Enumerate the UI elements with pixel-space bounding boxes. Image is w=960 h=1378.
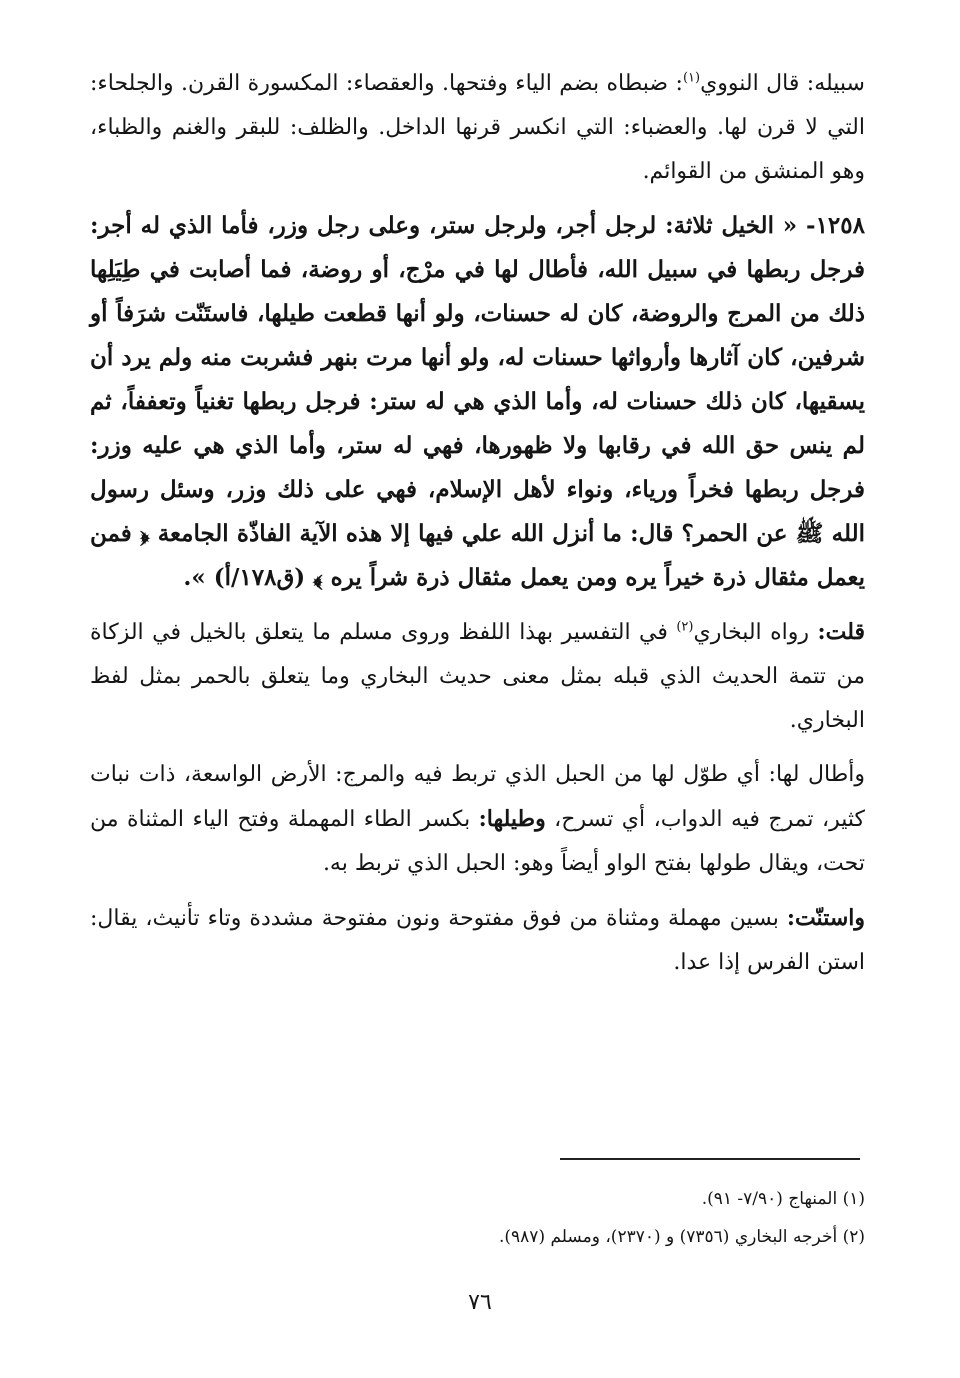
atala-text: وأطال لها: أي طوّل لها من الحبل الذي تربط فيه والمرج: الأرض الواسعة، ذات نبات كثير، تمرج فيه الدواب، أي تسرح،	[90, 762, 865, 832]
atala-text-continued: بكسر الطاء المهملة وفتح الياء المثناة من تحت، ويقال طولها بفتح الواو أيضاً وهو: الحبل الذي تربط به.	[90, 807, 865, 876]
istannat-term: واستنّت:	[786, 905, 865, 931]
paragraph-atala	[90, 753, 865, 886]
tiyaluha-term: وطيلها:	[478, 806, 546, 832]
paragraph-istannat	[90, 896, 865, 985]
istannat-text: بسين مهملة ومثناة من فوق مفتوحة ونون مفتوحة مشددة وتاء تأنيث، يقال: استن الفرس إذا عدا.	[90, 906, 865, 975]
footnote-2: (٢) أخرجه البخاري (٧٣٥٦) و (٢٣٧٠)، ومسلم (٩٨٧).	[499, 1227, 865, 1247]
paragraph-qultu	[90, 610, 865, 743]
footnotes	[90, 1180, 865, 1256]
qultu-text: رواه البخاري	[693, 620, 818, 645]
paragraph-intro	[90, 62, 865, 194]
footnote-ref-2: (٢)	[676, 619, 694, 635]
footnote-divider	[560, 1158, 860, 1160]
page-number: ٧٦	[468, 1290, 492, 1315]
qultu-text-continued: في التفسير بهذا اللفظ وروى مسلم ما يتعلق بالخيل في الزكاة من تتمة الحديث الذي قبله بمثل معنى حديث البخاري وما يتعلق بالحمر بمثل لفظ البخاري.	[90, 620, 865, 733]
hadith-1258: ١٢٥٨- « الخيل ثلاثة: لرجل أجر، ولرجل ستر، وعلى رجل وزر، فأما الذي له أجر: فرجل ربطها في سبيل الله، فأطال لها في مرْج، أو روضة، فما أصابت في طِيَلِها ذلك من المرج والروضة، كان له حسنات، ولو أنها قطعت طيلها، فاستَنّت شرَفاً أو شرفين، كان آثارها وأرواثها حسنات له، ولو أنها مرت بنهر فشربت منه ولم يرد أن يسقيها، كان ذلك حسنات له، وأما الذي هي له ستر: فرجل ربطها تغنياً وتعففاً، ثم لم ينس حق الله في رقابها ولا ظهورها، فهي له ستر، وأما الذي هي عليه وزر: فرجل ربطها فخراً ورياء، ونواء لأهل الإسلام، فهي على ذلك وزر، وسئل رسول الله ﷺ عن الحمر؟ قال: ما أنزل الله علي فيها إلا هذه الآية الفاذّة الجامعة ﴿ فمن يعمل مثقال ذرة خيراً يره ومن يعمل مثقال ذرة شراً يره ﴾ (ق١٧٨/أ) ».	[90, 212, 865, 591]
footnote-ref-1: (١)	[682, 70, 701, 86]
intro-text-continued: : ضبطاه بضم الياء وفتحها. والعقصاء: المكسورة القرن. والجلحاء: التي لا قرن لها. والعضباء: التي انكسر قرنها الداخل. والظلف: للبقر والغنم والظباء، وهو المنشق من القوائم.	[90, 71, 865, 184]
footnote-1: (١) المنهاج (٧/٩٠- ٩١).	[701, 1189, 865, 1209]
intro-text: سبيله: قال النووي	[700, 71, 865, 96]
qultu-label: قلت:	[817, 619, 865, 645]
page-body	[90, 62, 865, 985]
